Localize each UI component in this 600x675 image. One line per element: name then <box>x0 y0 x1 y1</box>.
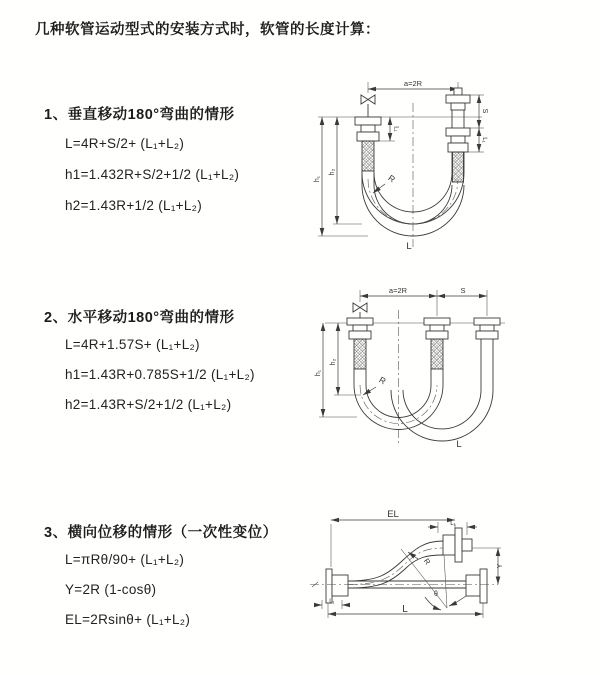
section-1-formula-h1: h1=1.432R+S/2+1/2 (L₁+L₂) <box>65 167 240 182</box>
label-theta: θ <box>434 591 438 598</box>
fitting-right-moved <box>474 318 500 339</box>
dim-s <box>470 95 488 128</box>
diagram-vertical-180-bend <box>310 73 600 263</box>
label-l1-left: L₁ <box>392 126 400 132</box>
label-r: R <box>421 556 433 567</box>
label-s: S <box>460 286 466 295</box>
label-l1-bottom: L₁ <box>329 598 335 605</box>
label-y: Y <box>497 563 504 569</box>
section-1-formula-h2: h2=1.43R+1/2 (L₁+L₂) <box>65 198 203 213</box>
section-3-formula-EL: EL=2Rsinθ+ (L₁+L₂) <box>65 612 191 627</box>
diagram-horizontal-180-bend <box>315 283 600 455</box>
section-1-heading: 1、垂直移动180°弯曲的情形 <box>44 107 235 123</box>
label-l1-top: L₁ <box>450 520 456 527</box>
label-el: EL <box>387 509 399 520</box>
radius-callout <box>408 552 433 567</box>
label-r: R <box>386 172 398 185</box>
label-l: L <box>456 439 462 450</box>
valve-icon <box>361 95 375 117</box>
dim-s <box>437 286 487 296</box>
dim-a-2r <box>368 79 458 94</box>
dim-l1-bottom <box>314 598 350 609</box>
label-h2: h₂ <box>330 358 337 366</box>
section-3-formula-L: L=πRθ/90+ (L₁+L₂) <box>65 552 185 567</box>
fitting-left <box>347 318 373 339</box>
label-h2: h₂ <box>329 168 336 176</box>
braided-hose-left <box>354 339 366 369</box>
braided-hose-left <box>362 141 374 171</box>
label-l1-right: L₁ <box>481 137 488 143</box>
label-s: S <box>481 108 488 114</box>
section-2-formula-h2: h2=1.43R+S/2+1/2 (L₁+L₂) <box>65 397 232 412</box>
dim-l1-top <box>428 520 477 535</box>
section-2-heading: 2、水平移动180°弯曲的情形 <box>44 310 235 326</box>
section-1-formula-L: L=4R+S/2+ (L₁+L₂) <box>65 136 185 151</box>
label-l: L <box>402 604 408 615</box>
dim-el <box>331 509 455 567</box>
dim-l1-right <box>468 128 488 152</box>
section-2-formula-L: L=4R+1.57S+ (L₁+L₂) <box>65 337 200 352</box>
label-a-2r: a=2R <box>388 286 408 295</box>
dim-l <box>328 603 483 618</box>
flange-upper <box>443 528 501 562</box>
label-a-2r: a=2R <box>403 79 423 88</box>
radius-callout <box>373 173 397 193</box>
right-fitting-lower <box>446 128 470 182</box>
label-l: L <box>406 241 412 252</box>
page-title: 几种软管运动型式的安装方式时，软管的长度计算： <box>35 22 380 38</box>
diagram-lateral-displacement <box>305 505 600 657</box>
section-3-heading: 3、横向位移的情形（一次性变位） <box>44 525 278 541</box>
fitting-middle <box>424 318 450 339</box>
left-fitting <box>355 117 381 141</box>
section-2-formula-h1: h1=1.43R+0.785S+1/2 (L₁+L₂) <box>65 367 255 382</box>
braided-hose-right <box>453 152 464 182</box>
valve-icon <box>353 303 367 318</box>
label-h1: h₁ <box>315 369 322 377</box>
dim-a-2r <box>360 286 437 296</box>
label-h1: h₁ <box>314 175 321 183</box>
braided-hose-middle <box>431 339 443 369</box>
section-3-formula-Y: Y=2R (1-cosθ) <box>65 582 157 597</box>
flange-right <box>466 569 487 603</box>
dim-y <box>497 548 504 585</box>
label-r: R <box>377 374 388 387</box>
